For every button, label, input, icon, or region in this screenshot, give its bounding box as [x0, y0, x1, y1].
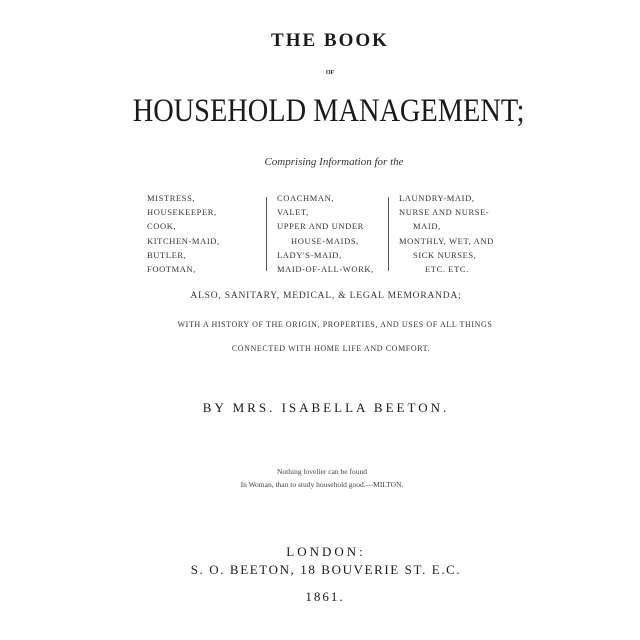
- column-item: VALET,: [277, 207, 309, 218]
- column-item: LADY'S-MAID,: [277, 249, 342, 260]
- column-3: [399, 191, 494, 276]
- main-title: HOUSEHOLD MANAGEMENT;: [132, 93, 525, 129]
- publisher: S. O. BEETON, 18 BOUVERIE ST. E.C.: [190, 562, 462, 577]
- column-item: COACHMAN,: [277, 193, 335, 203]
- column-item: UPPER AND UNDER: [277, 221, 364, 232]
- memoranda-line: ALSO, SANITARY, MEDICAL, & LEGAL MEMORANDA;: [190, 291, 462, 301]
- column-item: MAID-OF-ALL-WORK,: [277, 264, 374, 275]
- column-item: FOOTMAN,: [147, 264, 196, 275]
- column-item: LAUNDRY-MAID,: [399, 193, 475, 203]
- column-item: HOUSE-MAIDS,: [291, 235, 359, 246]
- column-1: [147, 191, 220, 276]
- column-item: MONTHLY, WET, AND: [399, 235, 494, 246]
- author: BY MRS. ISABELLA BEETON.: [202, 400, 450, 415]
- column-item: HOUSEKEEPER,: [147, 207, 217, 218]
- column-item: SICK NURSES,: [413, 249, 477, 260]
- column-2: [277, 191, 374, 276]
- subtitle: Comprising Information for the: [264, 156, 404, 168]
- publication-year: 1861.: [305, 589, 345, 604]
- title-of: OF: [325, 70, 335, 76]
- history-line-1: WITH A HISTORY OF THE ORIGIN, PROPERTIES, AND USES OF ALL THINGS: [177, 320, 493, 329]
- title-line-1: THE BOOK: [271, 30, 389, 51]
- column-item: BUTLER,: [147, 249, 187, 260]
- column-item: NURSE AND NURSE-: [399, 207, 490, 218]
- column-item: MAID,: [413, 221, 441, 232]
- epigraph-line-2: In Woman, than to study household good.—MILTON.: [240, 480, 404, 489]
- column-item: KITCHEN-MAID,: [147, 235, 220, 246]
- publication-place: LONDON:: [286, 544, 366, 559]
- history-line-2: CONNECTED WITH HOME LIFE AND COMFORT.: [231, 344, 431, 353]
- column-item: MISTRESS,: [147, 193, 196, 203]
- column-item: COOK,: [147, 221, 177, 232]
- column-divider: [388, 197, 389, 271]
- epigraph-line-1: Nothing lovelier can be found: [277, 467, 367, 476]
- column-item: ETC. ETC.: [425, 264, 469, 275]
- column-divider: [266, 197, 267, 271]
